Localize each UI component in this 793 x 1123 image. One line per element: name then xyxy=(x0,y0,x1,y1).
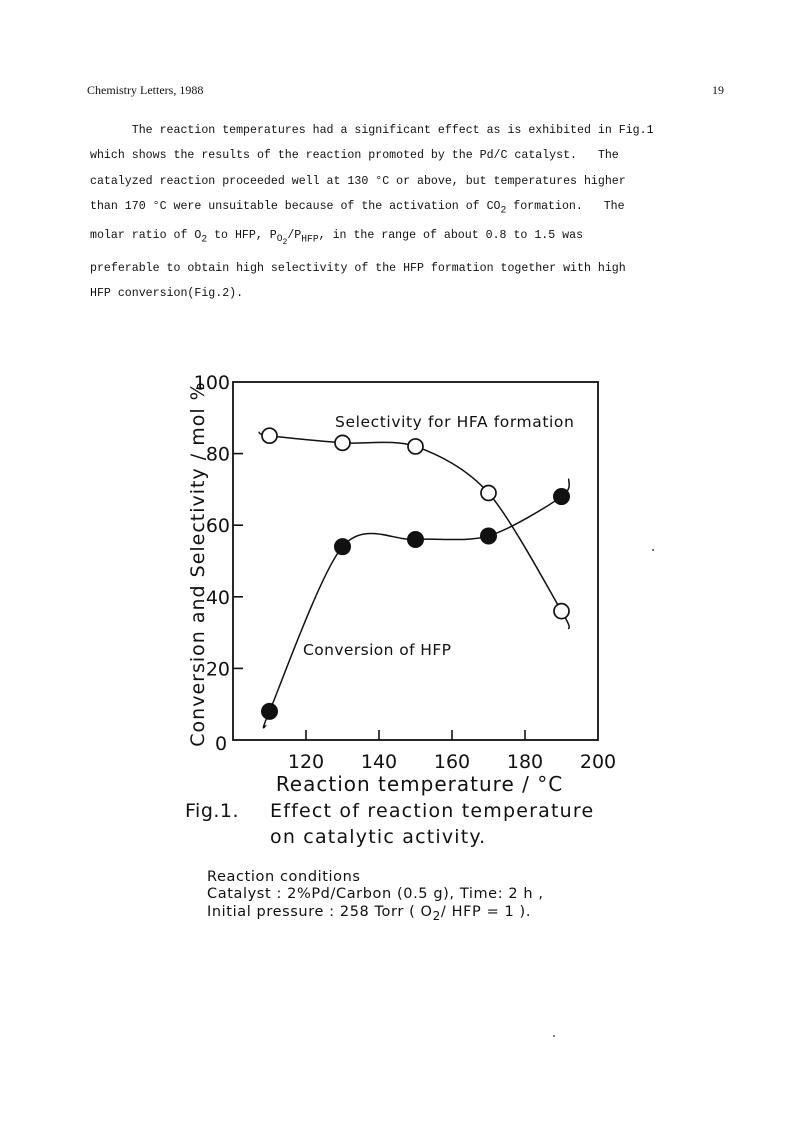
body-line: preferable to obtain high selectivity of the HFP formation together with high xyxy=(90,261,626,275)
x-tick-label: 180 xyxy=(506,751,544,773)
selectivity-point xyxy=(262,428,277,443)
body-line: molar ratio of $O_2$ to HFP, $P_{O_2}/P_{HFP}$, in the range of about 0.8 to 1.5 was xyxy=(90,228,584,248)
conversion-point xyxy=(262,703,278,719)
y-tick-label: 40 xyxy=(205,586,230,609)
selectivity-line xyxy=(259,432,570,629)
conditions-heading: Reaction conditions xyxy=(207,869,361,885)
figure-caption-line: Effect of reaction temperature xyxy=(270,800,595,822)
body-line: which shows the results of the reaction promoted by the Pd/C catalyst. The xyxy=(90,149,619,163)
y-tick-label: 0 xyxy=(214,733,228,755)
figure-number: Fig.1. xyxy=(185,800,240,822)
conditions-line: Initial pressure : 258 Torr ( $O_2/$ HFP = 1 ). xyxy=(207,904,532,923)
body-line: The reaction temperatures had a significant effect as is exhibited in Fig.1 xyxy=(90,124,654,137)
y-axis-label: Conversion and Selectivity / mol % xyxy=(187,381,209,747)
y-tick-label: 20 xyxy=(205,658,230,681)
x-axis-label: Reaction temperature / °C xyxy=(275,772,564,796)
journal-header: Chemistry Letters, 1988 xyxy=(87,83,204,97)
selectivity-point xyxy=(335,435,350,450)
x-tick-label: 200 xyxy=(579,751,617,773)
body-line: HFP conversion(Fig.2). xyxy=(90,286,244,300)
y-tick-label: 80 xyxy=(205,443,230,466)
body-line: catalyzed reaction proceeded well at 130 °C or above, but temperatures higher xyxy=(90,174,626,188)
x-tick-label: 120 xyxy=(287,751,325,773)
conversion-point xyxy=(335,539,351,555)
selectivity-point xyxy=(481,485,496,500)
plot-frame xyxy=(233,382,598,740)
chart-plot-area xyxy=(187,372,616,796)
series-label-conversion: Conversion of HFP xyxy=(303,641,452,659)
series-label-selectivity: Selectivity for HFA formation xyxy=(335,413,575,431)
body-line: than 170 °C were unsuitable because of the activation of $CO_2$ formation. The xyxy=(90,200,625,216)
scan-speck xyxy=(652,549,654,551)
conversion-point xyxy=(554,489,570,505)
selectivity-point xyxy=(408,439,423,454)
conversion-point xyxy=(481,528,497,544)
scan-speck xyxy=(553,1035,555,1037)
conversion-line xyxy=(263,479,569,728)
conversion-point xyxy=(408,532,424,548)
x-tick-label: 140 xyxy=(360,751,398,773)
selectivity-point xyxy=(554,604,569,619)
page-number: 19 xyxy=(712,83,724,97)
y-tick-label: 60 xyxy=(205,515,230,538)
conditions-line: Catalyst : 2%Pd/Carbon (0.5 g), Time: 2 h , xyxy=(207,886,544,902)
figure-caption-line: on catalytic activity. xyxy=(270,826,487,848)
y-tick-label: 100 xyxy=(193,372,230,394)
x-tick-label: 160 xyxy=(433,751,471,773)
